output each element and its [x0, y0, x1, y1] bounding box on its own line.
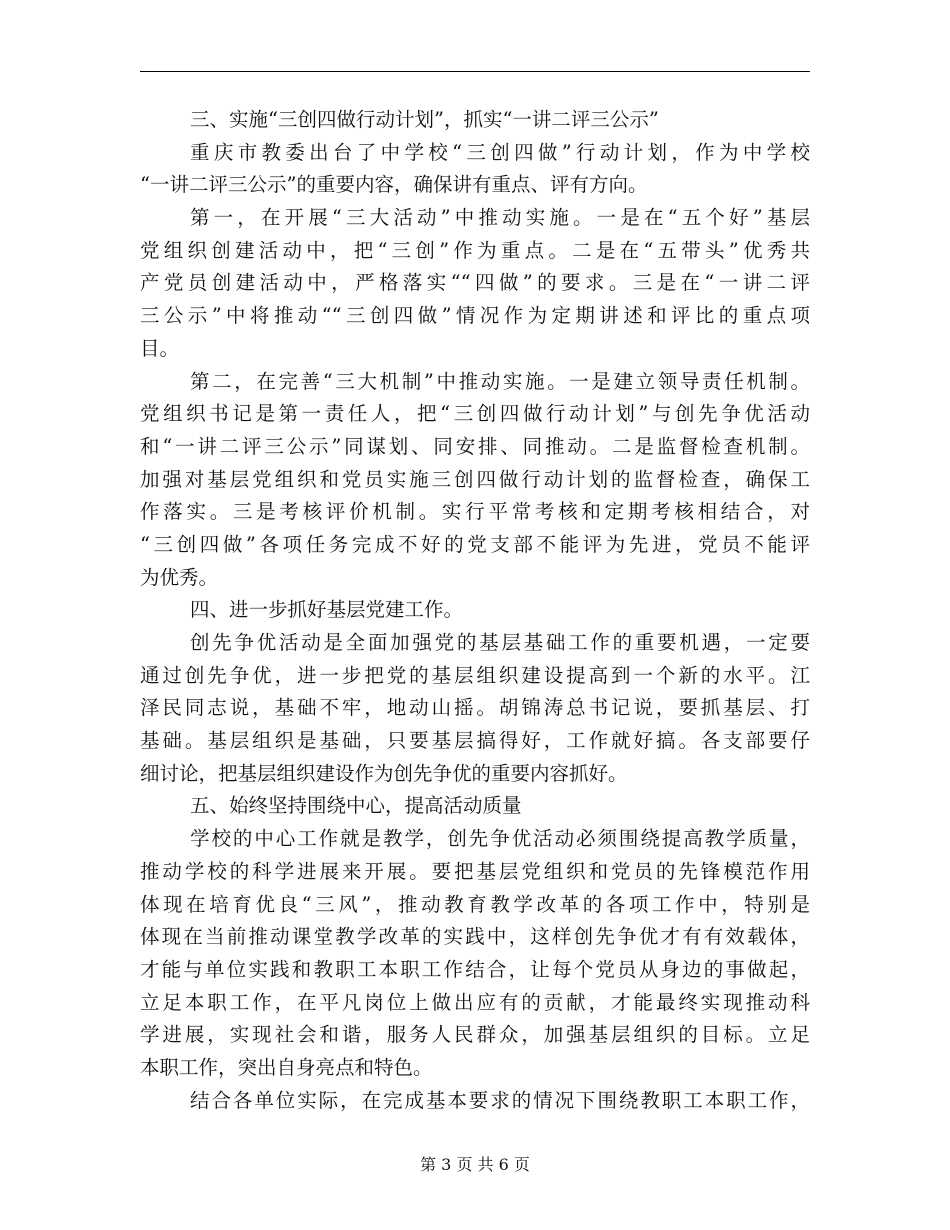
- text-line: 学校的中心工作就是教学，创先争优活动必须围绕提高教学质量，: [190, 827, 810, 851]
- text-line: 目。: [140, 336, 180, 360]
- text-line: 第一，在开展“三大活动”中推动实施。一是在“五个好”基层: [190, 206, 810, 230]
- text-line: 党组织书记是第一责任人，把“三创四做行动计划”与创先争优活动: [140, 402, 810, 426]
- text-line: 第二，在完善“三大机制”中推动实施。一是建立领导责任机制。: [190, 369, 810, 393]
- text-line: “三创四做”各项任务完成不好的党支部不能评为先进，党员不能评: [140, 532, 810, 556]
- text-line: 学进展，实现社会和谐，服务人民群众，加强基层组织的目标。立足: [140, 1023, 810, 1047]
- text-line: 体现在当前推动课堂教学改革的实践中，这样创先争优才有有效载体，: [140, 925, 810, 949]
- text-line: 通过创先争优，进一步把党的基层组织建设提高到一个新的水平。江: [140, 663, 810, 687]
- text-line: 产党员创建活动中，严格落实““四做”的要求。三是在“一讲二评: [140, 271, 810, 295]
- body-text: [140, 104, 810, 1117]
- text-line: 本职工作，突出自身亮点和特色。: [140, 1055, 433, 1079]
- text-line: 五、始终坚持围绕中心，提高活动质量: [190, 794, 522, 818]
- text-line: 三、实施“三创四做行动计划”，抓实“一讲二评三公示”: [190, 108, 659, 131]
- text-line: 三公示”中将推动““三创四做”情况作为定期讲述和评比的重点项: [140, 304, 810, 328]
- text-line: 作落实。三是考核评价机制。实行平常考核和定期考核相结合，对: [140, 500, 810, 524]
- header-rule: [140, 71, 810, 72]
- text-line: 立足本职工作，在平凡岗位上做出应有的贡献，才能最终实现推动科: [140, 990, 810, 1014]
- page-footer: 第 3 页 共 6 页: [420, 1155, 530, 1174]
- text-line: 党组织创建活动中，把“三创”作为重点。二是在“五带头”优秀共: [140, 238, 810, 262]
- text-line: 推动学校的科学进展来开展。要把基层党组织和党员的先锋模范作用: [140, 859, 810, 883]
- text-line: 重庆市教委出台了中学校“三创四做”行动计划，作为中学校: [190, 140, 810, 164]
- text-line: 才能与单位实践和教职工本职工作结合，让每个党员从身边的事做起，: [140, 957, 810, 981]
- text-line: 四、进一步抓好基层党建工作。: [190, 598, 464, 622]
- text-line: 为优秀。: [140, 565, 219, 589]
- text-line: 结合各单位实际，在完成基本要求的情况下围绕教职工本职工作，: [190, 1088, 810, 1112]
- text-line: 基础。基层组织是基础，只要基层搞得好，工作就好搞。各支部要仔: [140, 729, 810, 753]
- text-line: 泽民同志说，基础不牢，地动山摇。胡锦涛总书记说，要抓基层、打: [140, 696, 810, 720]
- text-line: 和“一讲二评三公示”同谋划、同安排、同推动。二是监督检查机制。: [140, 434, 810, 458]
- text-line: 体现在培育优良“三风”，推动教育教学改革的各项工作中，特别是: [140, 892, 810, 916]
- text-line: 加强对基层党组织和党员实施三创四做行动计划的监督检查，确保工: [140, 467, 810, 491]
- text-line: 创先争优活动是全面加强党的基层基础工作的重要机遇，一定要: [190, 631, 810, 654]
- text-line: 细讨论，把基层组织建设作为创先争优的重要内容抓好。: [140, 761, 628, 785]
- text-line: “一讲二评三公示”的重要内容，确保讲有重点、评有方向。: [140, 173, 648, 197]
